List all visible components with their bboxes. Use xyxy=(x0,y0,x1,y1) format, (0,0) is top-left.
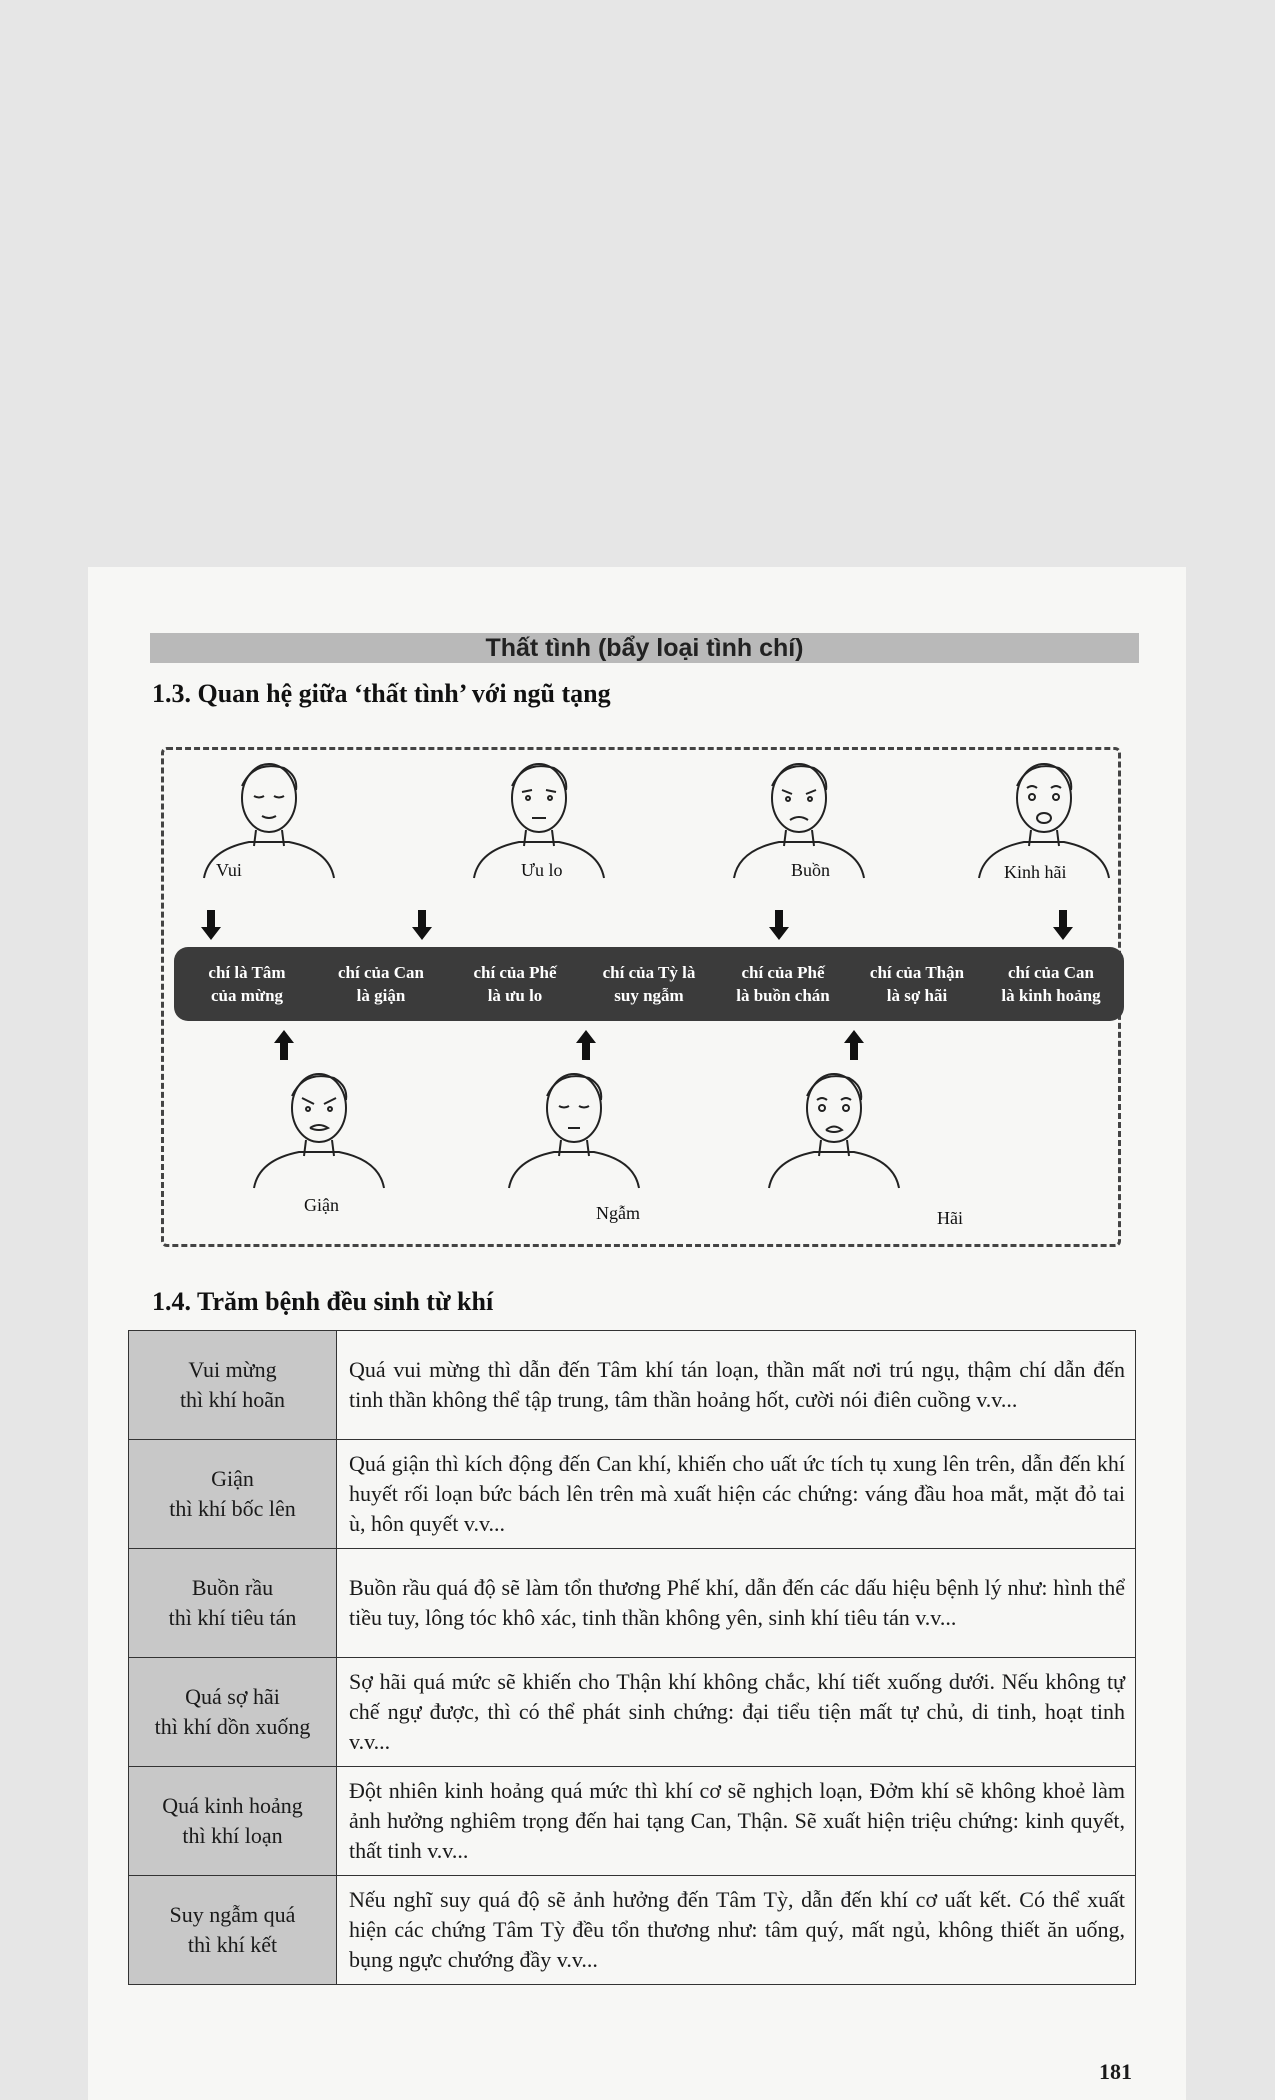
bar-item-can-gian: chí của Can là giận xyxy=(338,963,424,1005)
face-illustration-fright xyxy=(759,1060,909,1190)
seven-emotions-diagram xyxy=(161,747,1121,1247)
table-effect-cell: Đột nhiên kinh hoảng quá mức thì khí cơ sẽ nghịch loạn, Đởm khí sẽ không khoẻ làm ảnh hưởng nghiêm trọng đến hai tạng Can, Thận. Sẽ xuất hiện triệu chứng: kinh quyết, thất tinh v.v... xyxy=(337,1767,1136,1876)
arrow-up-icon xyxy=(274,1030,294,1060)
face-illustration-pondering xyxy=(499,1060,649,1190)
bar-item-phe-buon: chí của Phế là buồn chán xyxy=(736,963,830,1005)
table-effect-cell: Nếu nghĩ suy quá độ sẽ ảnh hưởng đến Tâm Tỳ, dẫn đến khí cơ uất kết. Có thể xuất hiện các chứng Tâm Tỳ đều tổn thương như: tâm quý, mất ngủ, không thiết ăn uống, bụng ngực chướng đầy v.v... xyxy=(337,1876,1136,1985)
table-cause-cell: Quá sợ hãi thì khí dồn xuống xyxy=(129,1658,337,1767)
face-illustration-anger xyxy=(244,1060,394,1190)
emotion-label-ngam: Ngẫm xyxy=(596,1203,640,1223)
table-row xyxy=(129,1440,1136,1549)
table-cause-cell: Suy ngẫm quá thì khí kết xyxy=(129,1876,337,1985)
emotion-label-buon: Buồn xyxy=(791,860,831,880)
table-effect-cell: Buồn rầu quá độ sẽ làm tổn thương Phế khí, dẫn đến các dấu hiệu bệnh lý như: hình thể tiều tuy, lông tóc khô xác, tinh thần không yên, sinh khí tiêu tán v.v... xyxy=(337,1549,1136,1658)
table-cause-cell: Giận thì khí bốc lên xyxy=(129,1440,337,1549)
table-row xyxy=(129,1331,1136,1440)
bar-item-can-kinh: chí của Can là kinh hoảng xyxy=(1001,963,1101,1005)
chapter-banner: Thất tình (bẩy loại tình chí) xyxy=(150,633,1139,663)
table-cause-cell: Vui mừng thì khí hoãn xyxy=(129,1331,337,1440)
table-row xyxy=(129,1658,1136,1767)
bar-item-tam: chí là Tâm của mừng xyxy=(208,963,286,1005)
table-effect-cell: Quá vui mừng thì dẫn đến Tâm khí tán loạn, thần mất nơi trú ngụ, thậm chí dẫn đến tinh thần không thể tập trung, tâm thần hoảng hốt, cười nói điên cuồng v.v... xyxy=(337,1331,1136,1440)
emotion-illness-table xyxy=(128,1330,1136,1985)
emotion-label-vui: Vui xyxy=(216,860,242,880)
bar-item-than: chí của Thận là sợ hãi xyxy=(869,963,965,1005)
table-cause-cell: Buồn rầu thì khí tiêu tán xyxy=(129,1549,337,1658)
page-number: 181 xyxy=(1099,2059,1132,2084)
emotion-label-kinh-hai: Kinh hãi xyxy=(1004,862,1067,882)
emotion-label-hai: Hãi xyxy=(937,1208,963,1228)
arrow-down-icon xyxy=(769,910,789,940)
arrow-down-icon xyxy=(201,910,221,940)
section-title-1-4: 1.4. Trăm bệnh đều sinh từ khí xyxy=(152,1287,494,1316)
arrow-down-icon xyxy=(412,910,432,940)
arrow-up-icon xyxy=(576,1030,596,1060)
table-row xyxy=(129,1549,1136,1658)
face-illustration-fear xyxy=(969,750,1119,880)
emotion-label-uu-lo: Ưu lo xyxy=(521,860,563,880)
book-page xyxy=(88,567,1186,2100)
arrow-up-icon xyxy=(844,1030,864,1060)
organ-emotion-bar xyxy=(174,947,1124,1021)
arrow-down-icon xyxy=(1053,910,1073,940)
table-row xyxy=(129,1767,1136,1876)
table-cause-cell: Quá kinh hoảng thì khí loạn xyxy=(129,1767,337,1876)
bar-item-ty: chí của Tỳ là suy ngẫm xyxy=(602,963,696,1005)
table-row xyxy=(129,1876,1136,1985)
table-effect-cell: Quá giận thì kích động đến Can khí, khiến cho uất ức tích tụ xung lên trên, dẫn đến khí huyết rối loạn bức bách lên trên mà xuất hiện các chứng: váng đầu hoa mắt, mặt đỏ tai ù, hôn quyết v.v... xyxy=(337,1440,1136,1549)
bar-item-phe-uu-lo: chí của Phế là ưu lo xyxy=(473,963,557,1005)
section-title-1-3: 1.3. Quan hệ giữa ‘thất tình’ với ngũ tạng xyxy=(152,679,611,708)
table-effect-cell: Sợ hãi quá mức sẽ khiến cho Thận khí không chắc, khí tiết xuống dưới. Nếu không tự chế ngự được, thì có thể phát sinh chứng: đại tiểu tiện mất tự chủ, di tinh, hoạt tinh v.v... xyxy=(337,1658,1136,1767)
emotion-label-gian: Giận xyxy=(304,1195,339,1215)
